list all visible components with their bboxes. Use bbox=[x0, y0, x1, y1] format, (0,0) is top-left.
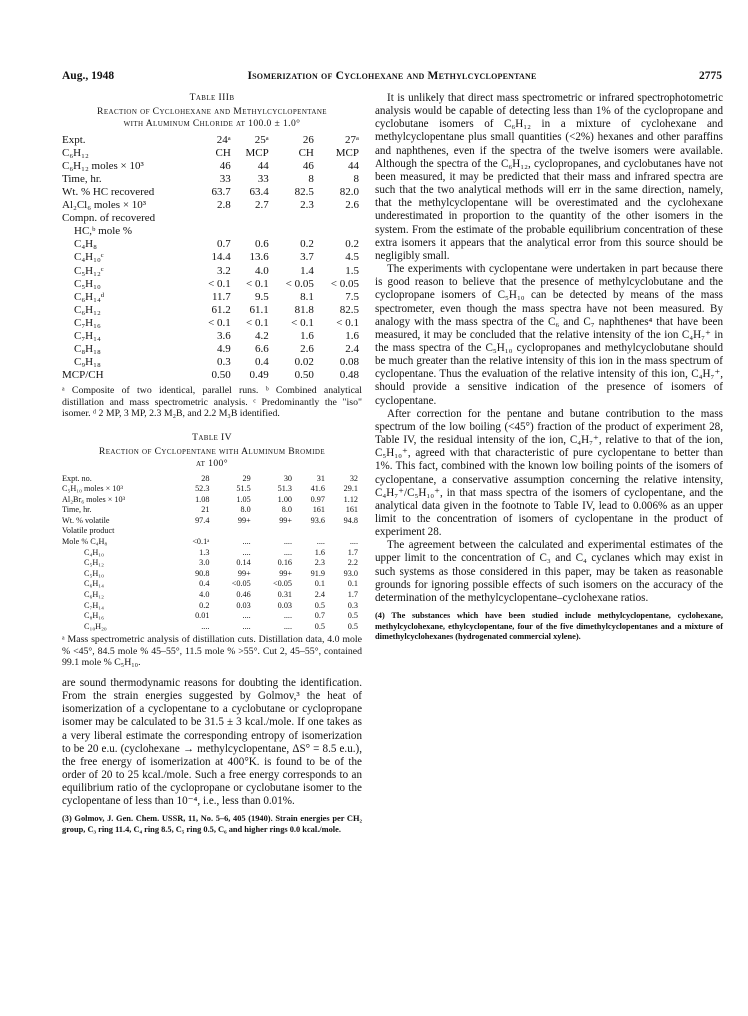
row-label: C₆H₁₂ bbox=[62, 146, 89, 159]
table-cell: 8.1 bbox=[300, 290, 314, 303]
table-cell: < 0.1 bbox=[246, 277, 269, 290]
table-cell: 82.0 bbox=[339, 185, 359, 198]
table-cell: 0.5 bbox=[314, 600, 325, 610]
table-row bbox=[62, 622, 362, 633]
row-label: C₄H₈ bbox=[74, 238, 97, 251]
table-cell: 0.4 bbox=[199, 579, 210, 589]
table-cell bbox=[296, 526, 329, 537]
table-cell: 82.5 bbox=[294, 185, 314, 198]
table-cell: 3.6 bbox=[217, 330, 231, 343]
table-cell: 0.4 bbox=[254, 356, 269, 369]
table-cell bbox=[197, 212, 234, 225]
table-cell bbox=[234, 225, 272, 238]
row-label: C₆H₁₂ moles × 10³ bbox=[62, 159, 144, 172]
table-row bbox=[62, 558, 362, 569]
row-label: C₇H₁₄ bbox=[84, 600, 104, 610]
table-cell bbox=[329, 526, 362, 537]
table-cell: MCP bbox=[335, 146, 359, 159]
table-cell: 0.5 bbox=[347, 611, 358, 621]
table-cell: 1.3 bbox=[199, 547, 210, 557]
table-cell: 93.0 bbox=[343, 568, 358, 578]
table-row bbox=[62, 265, 362, 278]
table-cell: 161 bbox=[345, 505, 358, 515]
table-cell: 0.2 bbox=[345, 238, 359, 251]
table-cell: 26 bbox=[302, 133, 314, 146]
table-cell: 0.5 bbox=[347, 621, 358, 631]
table-cell: 2.2 bbox=[347, 558, 358, 568]
table-cell: 1.6 bbox=[345, 330, 359, 343]
row-label: C₅H₁₂ bbox=[84, 558, 104, 568]
row-label: C₅H₁₂ᶜ bbox=[74, 264, 104, 277]
table-cell: 0.02 bbox=[294, 356, 314, 369]
row-label: C₇H₁₆ bbox=[74, 316, 101, 329]
table-cell: 25ᵃ bbox=[254, 133, 269, 146]
table-row bbox=[62, 569, 362, 580]
table-cell: 0.5 bbox=[314, 621, 325, 631]
table-cell: 9.5 bbox=[254, 290, 269, 303]
table-cell: 3.7 bbox=[300, 251, 314, 264]
table-cell: 32 bbox=[349, 473, 358, 483]
table-cell: .... bbox=[201, 621, 210, 631]
table-cell: 8 bbox=[353, 172, 359, 185]
table-cell: < 0.1 bbox=[291, 316, 314, 329]
table-cell bbox=[175, 526, 213, 537]
table-row bbox=[62, 474, 362, 485]
table-cell: 44 bbox=[348, 159, 359, 172]
table-cell: 0.03 bbox=[277, 600, 292, 610]
table-cell: 33 bbox=[257, 172, 269, 185]
right-paragraph-3: After correction for the pentane and butane contribution to the mass spectrum of the low boiling (<45°) fraction of the product of experiment 28, Table IV, the residual intensity of the ion, C₄H₇⁺, relative to that of the ion, C₅H₁₀⁺, agreed with that characteristic of pure cyclopentane to better than 1%. This fact, combined with the known low boiling points of the isomers of cyclopentane, a conservative assumption concerning the relative intensity, C₄H₇⁺/C₅H₁₀⁺, in that mass spectra of the isomers of cyclopentane, and the analytical data given in the footnote to Table IV, lead to 0.006% as an upper limit to the concentration of isomers of cyclopentane in the product of experiment 28. bbox=[375, 407, 723, 539]
table3-title-line1: Reaction of Cyclohexane and Methylcyclopentane bbox=[97, 106, 327, 118]
table-row bbox=[62, 212, 362, 225]
table-row bbox=[62, 590, 362, 601]
table-cell: < 0.1 bbox=[208, 277, 231, 290]
table-cell: 4.2 bbox=[254, 330, 269, 343]
table-cell: 8.0 bbox=[281, 505, 292, 515]
row-label: Volatile product bbox=[62, 526, 115, 536]
table-cell bbox=[213, 526, 254, 537]
table-cell: 99+ bbox=[237, 568, 251, 578]
table-cell: 4.0 bbox=[199, 590, 210, 600]
row-label: C₅H₁₀ bbox=[84, 568, 104, 578]
row-label: C₄H₁₀ bbox=[84, 547, 104, 557]
table4-footnote: ᵃ Mass spectrometric analysis of distillation cuts. Distillation data, 4.0 mole % <45°, 84.5 mole % 45–55°, 11.5 mole % >55°. Cut 2, 45–55°, contained 99.1 mole % C₅H₁₀. bbox=[62, 634, 362, 669]
left-column bbox=[62, 92, 362, 835]
table4-title-line2: at 100° bbox=[196, 458, 228, 470]
table-cell: 63.7 bbox=[211, 185, 231, 198]
table-cell: 4.9 bbox=[217, 343, 231, 356]
table-cell: 0.2 bbox=[199, 600, 210, 610]
row-label: Mole % C₄H₈ bbox=[62, 537, 108, 547]
table-cell: 94.8 bbox=[343, 515, 358, 525]
row-label: Expt. no. bbox=[62, 473, 92, 483]
table-row bbox=[62, 278, 362, 291]
table-cell: 1.08 bbox=[195, 494, 210, 504]
table-cell: 0.2 bbox=[300, 238, 314, 251]
row-label: C₆H₁₄ bbox=[84, 579, 104, 589]
table-cell: 97.4 bbox=[195, 515, 210, 525]
table-cell: 3.0 bbox=[199, 558, 210, 568]
table-row bbox=[62, 317, 362, 330]
row-label: Al₂Br₆ moles × 10³ bbox=[62, 494, 126, 504]
table-cell bbox=[272, 225, 317, 238]
table-row bbox=[62, 251, 362, 264]
table-cell: 99+ bbox=[237, 515, 251, 525]
row-label: C₄H₁₀ᶜ bbox=[74, 251, 104, 264]
table-row bbox=[62, 516, 362, 527]
right-column bbox=[375, 92, 723, 642]
table-row bbox=[62, 238, 362, 251]
table-cell: < 0.1 bbox=[336, 316, 359, 329]
table-cell: .... bbox=[349, 537, 358, 547]
table-cell: .... bbox=[283, 611, 292, 621]
table-cell: 0.3 bbox=[217, 356, 231, 369]
table-cell: .... bbox=[242, 611, 251, 621]
table-cell: < 0.05 bbox=[285, 277, 314, 290]
table-cell: < 0.1 bbox=[208, 316, 231, 329]
table4-number: Table IV bbox=[192, 431, 232, 443]
table-row bbox=[62, 134, 362, 147]
table-cell: 0.7 bbox=[217, 238, 231, 251]
table-cell: 2.7 bbox=[254, 199, 269, 212]
table-cell: 61.1 bbox=[249, 303, 269, 316]
table-cell: <0.1ᵃ bbox=[192, 537, 210, 547]
table-cell: .... bbox=[242, 621, 251, 631]
row-label: C₆H₁₂ bbox=[74, 303, 101, 316]
table-cell: 0.03 bbox=[236, 600, 251, 610]
table-cell: 1.05 bbox=[236, 494, 251, 504]
table-cell: 30 bbox=[283, 473, 292, 483]
table-cell: <0.05 bbox=[231, 579, 251, 589]
table-cell bbox=[197, 225, 234, 238]
row-label: C₆H₁₄ᵈ bbox=[74, 290, 105, 303]
row-label: MCP/CH bbox=[62, 369, 104, 382]
table-cell: 46 bbox=[219, 159, 231, 172]
table-row bbox=[62, 369, 362, 382]
table-cell: 61.2 bbox=[211, 303, 231, 316]
table-cell: 82.5 bbox=[339, 303, 359, 316]
table-cell: 24ᵃ bbox=[216, 133, 231, 146]
table4-title-line1: Reaction of Cyclopentane with Aluminum Bromide bbox=[98, 446, 326, 458]
table-cell: 2.4 bbox=[314, 590, 325, 600]
row-label: C₅H₁₀ moles × 10³ bbox=[62, 484, 123, 494]
table-cell: 8 bbox=[308, 172, 314, 185]
table-cell: 2.3 bbox=[300, 199, 314, 212]
table-cell: 27ᵃ bbox=[344, 133, 359, 146]
table-cell: 31 bbox=[316, 473, 325, 483]
table-cell: 0.7 bbox=[314, 611, 325, 621]
table-cell: 14.4 bbox=[211, 251, 231, 264]
table-cell bbox=[317, 225, 362, 238]
running-header bbox=[62, 70, 722, 86]
header-date: Aug., 1948 bbox=[62, 70, 115, 82]
table-cell: 81.8 bbox=[294, 303, 314, 316]
row-label: Expt. bbox=[62, 133, 86, 146]
table-cell: 90.8 bbox=[195, 568, 210, 578]
table-cell: 0.48 bbox=[339, 369, 359, 382]
table-cell: 99+ bbox=[279, 568, 292, 578]
table-cell: 91.9 bbox=[310, 568, 325, 578]
table-cell: 0.31 bbox=[277, 590, 292, 600]
table3-number: Table IIIb bbox=[189, 92, 235, 103]
table-row bbox=[62, 495, 362, 506]
table-cell: 1.5 bbox=[345, 264, 359, 277]
table-row bbox=[62, 343, 362, 356]
row-label: C₉H₁₈ bbox=[74, 356, 101, 369]
table-cell: 2.6 bbox=[300, 343, 314, 356]
table-cell: 1.4 bbox=[300, 264, 314, 277]
table-row bbox=[62, 186, 362, 199]
table-cell: 161 bbox=[312, 505, 325, 515]
table-cell: CH bbox=[215, 146, 231, 159]
table-row bbox=[62, 147, 362, 160]
table-cell: 29 bbox=[242, 473, 251, 483]
table-row bbox=[62, 611, 362, 622]
right-paragraph-2: The experiments with cyclopentane were undertaken in part because there is good reason to believe that the presence of methylcyclobutane and the cyclopropane isomers of C₅H₁₀ can be detected by means of the mass spectrometer, even though the mass spectra have not been measured. By analogy with the mass spectra of the C₆ and C₇ naphthenes⁴ that have been measured, it may be concluded that the relative intensity of the ion C₄H₇⁺ in the mass spectra of the C₅H₁₀ cyclopropanes and methylcyclobutane should be much greater than the relative intensity of this ion in the mass spectrum of cyclopentane. Thus the evaluation of the relative intensity of this ion, C₄H₇⁺, should provide a sensitive indication of the presence of isomers of cyclopentane. bbox=[375, 263, 723, 407]
table-cell: 0.50 bbox=[294, 369, 314, 382]
table-cell: 11.7 bbox=[211, 290, 231, 303]
table-cell: 4.5 bbox=[345, 251, 359, 264]
table-cell: 46 bbox=[302, 159, 314, 172]
table-cell: 13.6 bbox=[249, 251, 269, 264]
table-cell: 7.5 bbox=[345, 290, 359, 303]
table-cell: 2.4 bbox=[345, 343, 359, 356]
table-row bbox=[62, 601, 362, 612]
table-cell: .... bbox=[316, 537, 325, 547]
table-cell: 0.49 bbox=[249, 369, 269, 382]
table-row bbox=[62, 291, 362, 304]
table-row bbox=[62, 199, 362, 212]
table-cell: 0.1 bbox=[347, 579, 358, 589]
table-cell: 93.6 bbox=[310, 515, 325, 525]
table-cell: 21 bbox=[201, 505, 210, 515]
table-cell: 63.4 bbox=[249, 185, 269, 198]
table4 bbox=[62, 474, 362, 633]
table-cell bbox=[234, 212, 272, 225]
table-cell: 29.1 bbox=[343, 484, 358, 494]
table-row bbox=[62, 505, 362, 516]
table-cell: 33 bbox=[219, 172, 231, 185]
table-cell: 52.3 bbox=[195, 484, 210, 494]
table-cell: 44 bbox=[257, 159, 269, 172]
table-cell: 99+ bbox=[279, 515, 292, 525]
table3-title-line2: with Aluminum Chloride at 100.0 ± 1.0° bbox=[123, 118, 301, 130]
table-cell: 6.6 bbox=[254, 343, 269, 356]
table-row bbox=[62, 548, 362, 559]
row-label: C₇H₁₄ bbox=[74, 330, 101, 343]
reference-4: (4) The substances which have been studied include methylcyclopentane, cyclohexane, methylcyclohexane, ethylcyclopentane, four of the five dimethylcyclopentanes and a mixture of dimethylcyclohexanes (hydrogenated commercial xylene). bbox=[375, 611, 723, 641]
right-paragraph-4: The agreement between the calculated and experimental estimates of the upper limit to the concentration of C₃ and C₄ cyclanes which may exist in such systems as those considered in this paper, may be taken as reasonable grounds for ignoring possible effects of such isomers on the accuracy of the determination of the methylcyclopentane–cyclohexane ratios. bbox=[375, 539, 723, 604]
table-cell: .... bbox=[242, 547, 251, 557]
table-row bbox=[62, 173, 362, 186]
table-cell: 1.12 bbox=[343, 494, 358, 504]
table-cell: 41.6 bbox=[310, 484, 325, 494]
row-label: Compn. of recovered bbox=[62, 212, 156, 225]
table-row bbox=[62, 579, 362, 590]
table3-footnote: ᵃ Composite of two identical, parallel runs. ᵇ Combined analytical distillation and mass spectrometric analysis. ᶜ Predominantly the "iso" isomer. ᵈ 2 MP, 3 MP, 2.3 M₂B, and 2.2 M₃B identified. bbox=[62, 385, 362, 420]
row-label: C₅H₁₀ bbox=[74, 277, 101, 290]
header-title: Isomerization of Cyclohexane and Methylcyclopentane bbox=[247, 70, 537, 82]
table-cell: 1.7 bbox=[347, 547, 358, 557]
row-label: Time, hr. bbox=[62, 505, 92, 515]
table-cell: 0.14 bbox=[236, 558, 251, 568]
row-label: Time, hr. bbox=[62, 172, 102, 185]
table-row bbox=[62, 356, 362, 369]
table-cell: 1.6 bbox=[314, 547, 325, 557]
table-cell: 8.0 bbox=[240, 505, 251, 515]
page-number: 2775 bbox=[699, 70, 722, 82]
row-label: C₆H₁₂ bbox=[84, 590, 104, 600]
table-cell: 1.00 bbox=[277, 494, 292, 504]
table-cell: CH bbox=[298, 146, 314, 159]
right-paragraph-1: It is unlikely that direct mass spectrometric or infrared spectrophotometric analysis would be capable of detecting less than 1% of the cyclopropane and cyclobutane isomers of C₆H₁₂ in a mixture of cyclohexane and methylcyclopentane plus small quantities (<2%) hexanes and other paraffins and naphthenes, even if the spectra of the twelve isomers were available. Although the spectra of the C₆H₁₂, cyclopropanes, and cyclobutanes have not been measured, it may be predicted that their mass and infrared spectra are such that the two analytical methods will err in the same direction, namely, that the methylcyclopentane will be overestimated and the cyclohexane underestimated in proportion to the quantity of the other isomers in the system. From the estimate of the probable equilibrium concentration of these extra isomers it appears that the analytical error from this source should be negligibly small. bbox=[375, 92, 723, 262]
table-cell bbox=[272, 212, 317, 225]
table-cell bbox=[317, 212, 362, 225]
table-cell: < 0.1 bbox=[246, 316, 269, 329]
table-cell: 3.2 bbox=[217, 264, 231, 277]
table-cell: 0.01 bbox=[195, 611, 210, 621]
table-cell: < 0.05 bbox=[330, 277, 359, 290]
table-cell: 0.3 bbox=[347, 600, 358, 610]
table-row bbox=[62, 526, 362, 537]
reference-3: (3) Golmov, J. Gen. Chem. USSR, 11, No. 5–6, 405 (1940). Strain energies per CH₂ group, C₃ ring 11.4, C₄ ring 8.5, C₅ ring 0.5, C₆ and higher rings 0.0 kcal./mole. bbox=[62, 814, 362, 834]
table3 bbox=[62, 134, 362, 383]
table-cell: <0.05 bbox=[273, 579, 292, 589]
row-label: HC,ᵇ mole % bbox=[74, 225, 133, 238]
table-cell bbox=[255, 526, 296, 537]
table-row bbox=[62, 225, 362, 238]
table-row bbox=[62, 160, 362, 173]
row-label: C₈H₁₆ bbox=[84, 611, 104, 621]
table-cell: 0.08 bbox=[339, 356, 359, 369]
table-cell: .... bbox=[283, 621, 292, 631]
table-cell: 2.6 bbox=[345, 199, 359, 212]
left-body-text: are sound thermodynamic reasons for doubting the identification. From the strain energies suggested by Golmov,³ the heat of isomerization of a cyclopentane to a cyclobutane or cyclopropane isomer may be calculated to be 31.5 ± 3 kcal./mole. If one takes as a very liberal estimate the corresponding entropy of isomerization to be 20 e.u. (cyclohexane → methylcyclopentane, ΔS° = 8.5 e.u.), the free energy of isomerization at 400°K. is found to be of the order of 20 to 25 kcal./mole. Such a free energy corresponds to an equilibrium ratio of the cyclopropane or cyclobutane isomer to the cyclopentane of less than 10⁻⁴, i.e., less than 0.01%. bbox=[62, 676, 362, 808]
table-row bbox=[62, 537, 362, 548]
table-cell: 51.3 bbox=[277, 484, 292, 494]
table-cell: 0.97 bbox=[310, 494, 325, 504]
table-cell: 1.6 bbox=[300, 330, 314, 343]
table-row bbox=[62, 484, 362, 495]
table-row bbox=[62, 330, 362, 343]
row-label: Al₂Cl₆ moles × 10³ bbox=[62, 199, 147, 212]
table-cell: .... bbox=[283, 537, 292, 547]
table-cell: 0.6 bbox=[254, 238, 269, 251]
table-cell: MCP bbox=[245, 146, 269, 159]
table-cell: 51.5 bbox=[236, 484, 251, 494]
table-cell: 0.50 bbox=[211, 369, 231, 382]
table-cell: 2.8 bbox=[217, 199, 231, 212]
table-cell: 0.1 bbox=[314, 579, 325, 589]
row-label: Wt. % HC recovered bbox=[62, 185, 155, 198]
table-cell: 28 bbox=[201, 473, 210, 483]
table-cell: 4.0 bbox=[254, 264, 269, 277]
row-label: Wt. % volatile bbox=[62, 515, 110, 525]
table-cell: 0.46 bbox=[236, 590, 251, 600]
table-cell: 0.16 bbox=[277, 558, 292, 568]
row-label: C₈H₁₈ bbox=[74, 343, 101, 356]
table-row bbox=[62, 304, 362, 317]
table-cell: 2.3 bbox=[314, 558, 325, 568]
table-cell: .... bbox=[283, 547, 292, 557]
table-cell: .... bbox=[242, 537, 251, 547]
table-cell: 1.7 bbox=[347, 590, 358, 600]
row-label: C₁₀H₂₀ bbox=[84, 621, 107, 631]
